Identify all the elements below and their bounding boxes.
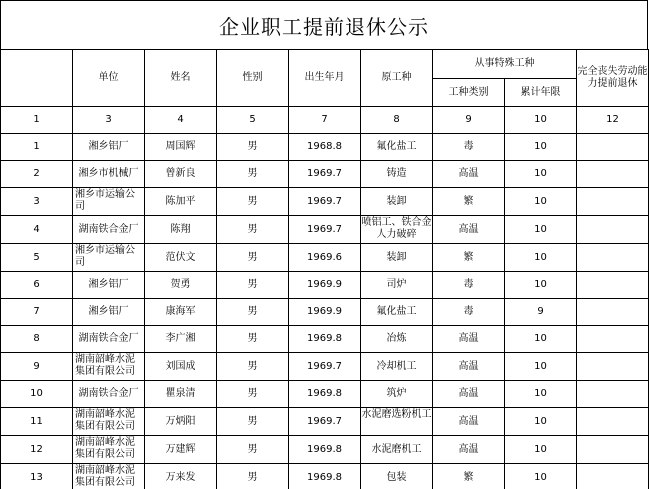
name-cell: 康海军: [145, 299, 217, 326]
header-special-job-group: 从事特殊工种: [433, 50, 577, 79]
disability-cell: [577, 353, 649, 381]
column-number: 3: [73, 107, 145, 134]
column-number: 8: [361, 107, 433, 134]
row-number: 4: [1, 216, 73, 244]
years-cell: 10: [505, 464, 577, 489]
disability-cell: [577, 216, 649, 244]
gender-cell: 男: [217, 326, 289, 353]
job-category-cell: 高温: [433, 408, 505, 436]
years-cell: 9: [505, 299, 577, 326]
unit-cell: 湖南韶峰水泥集团有限公司: [73, 436, 145, 464]
original-job-cell: 水泥磨机工: [361, 436, 433, 464]
row-number: 1: [1, 134, 73, 161]
name-cell: 瞿泉清: [145, 381, 217, 408]
row-number: 8: [1, 326, 73, 353]
years-cell: 10: [505, 408, 577, 436]
job-category-cell: 繁: [433, 464, 505, 489]
header-name: 姓名: [145, 50, 217, 107]
years-cell: 10: [505, 436, 577, 464]
original-job-cell: 氟化盐工: [361, 134, 433, 161]
unit-cell: 湘乡市运输公司: [73, 188, 145, 216]
job-category-cell: 繁: [433, 188, 505, 216]
job-category-cell: 繁: [433, 244, 505, 272]
table-row: [1, 381, 649, 408]
disability-cell: [577, 299, 649, 326]
gender-cell: 男: [217, 353, 289, 381]
unit-cell: 湘乡铝厂: [73, 134, 145, 161]
unit-cell: 湖南铁合金厂: [73, 381, 145, 408]
retirement-table: [0, 49, 649, 489]
birth-cell: 1969.7: [289, 353, 361, 381]
disability-cell: [577, 326, 649, 353]
table-row: [1, 244, 649, 272]
header-job-category: 工种类别: [433, 79, 505, 107]
row-number: 13: [1, 464, 73, 489]
header-gender: 性别: [217, 50, 289, 107]
birth-cell: 1969.9: [289, 299, 361, 326]
row-number: 12: [1, 436, 73, 464]
name-cell: 周国辉: [145, 134, 217, 161]
name-cell: 万来发: [145, 464, 217, 489]
name-cell: 曾新良: [145, 161, 217, 188]
unit-cell: 湖南韶峰水泥集团有限公司: [73, 464, 145, 489]
header-blank: [1, 50, 73, 107]
birth-cell: 1969.8: [289, 436, 361, 464]
years-cell: 10: [505, 353, 577, 381]
years-cell: 10: [505, 326, 577, 353]
gender-cell: 男: [217, 299, 289, 326]
years-cell: 10: [505, 381, 577, 408]
row-number: 7: [1, 299, 73, 326]
gender-cell: 男: [217, 464, 289, 489]
job-category-cell: 高温: [433, 216, 505, 244]
disability-cell: [577, 244, 649, 272]
page-title: 企业职工提前退休公示: [0, 0, 648, 50]
years-cell: 10: [505, 216, 577, 244]
header-unit: 单位: [73, 50, 145, 107]
gender-cell: 男: [217, 436, 289, 464]
gender-cell: 男: [217, 408, 289, 436]
gender-cell: 男: [217, 161, 289, 188]
gender-cell: 男: [217, 381, 289, 408]
column-number: 4: [145, 107, 217, 134]
name-cell: 万炳阳: [145, 408, 217, 436]
column-number: 5: [217, 107, 289, 134]
column-number: 1: [1, 107, 73, 134]
row-number: 6: [1, 272, 73, 299]
job-category-cell: 毒: [433, 134, 505, 161]
table-row: [1, 353, 649, 381]
gender-cell: 男: [217, 272, 289, 299]
table-row: [1, 272, 649, 299]
table-row: [1, 216, 649, 244]
birth-cell: 1969.9: [289, 272, 361, 299]
row-number: 5: [1, 244, 73, 272]
years-cell: 10: [505, 134, 577, 161]
column-number: 10: [505, 107, 577, 134]
row-number: 3: [1, 188, 73, 216]
unit-cell: 湘乡铝厂: [73, 272, 145, 299]
header-disability: 完全丧失劳动能力提前退休: [577, 50, 649, 107]
job-category-cell: 毒: [433, 272, 505, 299]
name-cell: 陈翔: [145, 216, 217, 244]
unit-cell: 湖南韶峰水泥集团有限公司: [73, 353, 145, 381]
table-row: [1, 408, 649, 436]
table-row: [1, 326, 649, 353]
unit-cell: 湘乡铝厂: [73, 299, 145, 326]
job-category-cell: 高温: [433, 161, 505, 188]
table-row: [1, 188, 649, 216]
birth-cell: 1969.7: [289, 188, 361, 216]
column-number: 12: [577, 107, 649, 134]
unit-cell: 湖南铁合金厂: [73, 326, 145, 353]
unit-cell: 湘乡市运输公司: [73, 244, 145, 272]
header-years: 累计年限: [505, 79, 577, 107]
original-job-cell: 包装: [361, 464, 433, 489]
original-job-cell: 水泥磨选粉机工: [361, 408, 433, 436]
original-job-cell: 冷却机工: [361, 353, 433, 381]
original-job-cell: 装卸: [361, 244, 433, 272]
job-category-cell: 高温: [433, 353, 505, 381]
row-number: 10: [1, 381, 73, 408]
disability-cell: [577, 381, 649, 408]
job-category-cell: 高温: [433, 381, 505, 408]
unit-cell: 湖南韶峰水泥集团有限公司: [73, 408, 145, 436]
birth-cell: 1969.8: [289, 464, 361, 489]
disability-cell: [577, 436, 649, 464]
name-cell: 刘国成: [145, 353, 217, 381]
column-number: 7: [289, 107, 361, 134]
name-cell: 李广湘: [145, 326, 217, 353]
original-job-cell: 铸造: [361, 161, 433, 188]
original-job-cell: 喷铝工、铁合金人力破碎: [361, 216, 433, 244]
row-number: 11: [1, 408, 73, 436]
row-number: 2: [1, 161, 73, 188]
original-job-cell: 司炉: [361, 272, 433, 299]
original-job-cell: 筑炉: [361, 381, 433, 408]
birth-cell: 1969.7: [289, 216, 361, 244]
gender-cell: 男: [217, 216, 289, 244]
disability-cell: [577, 464, 649, 489]
job-category-cell: 高温: [433, 436, 505, 464]
disability-cell: [577, 134, 649, 161]
column-number: 9: [433, 107, 505, 134]
birth-cell: 1969.7: [289, 161, 361, 188]
name-cell: 范伏文: [145, 244, 217, 272]
birth-cell: 1969.6: [289, 244, 361, 272]
header-original-job: 原工种: [361, 50, 433, 107]
name-cell: 陈加平: [145, 188, 217, 216]
table-row: [1, 299, 649, 326]
job-category-cell: 高温: [433, 326, 505, 353]
years-cell: 10: [505, 272, 577, 299]
name-cell: 贺勇: [145, 272, 217, 299]
name-cell: 万建辉: [145, 436, 217, 464]
disability-cell: [577, 408, 649, 436]
row-number: 9: [1, 353, 73, 381]
table-row: [1, 464, 649, 489]
job-category-cell: 毒: [433, 299, 505, 326]
gender-cell: 男: [217, 134, 289, 161]
unit-cell: 湖南铁合金厂: [73, 216, 145, 244]
gender-cell: 男: [217, 244, 289, 272]
disability-cell: [577, 161, 649, 188]
disability-cell: [577, 188, 649, 216]
years-cell: 10: [505, 161, 577, 188]
disability-cell: [577, 272, 649, 299]
header-birth: 出生年月: [289, 50, 361, 107]
original-job-cell: 冶炼: [361, 326, 433, 353]
birth-cell: 1969.8: [289, 326, 361, 353]
years-cell: 10: [505, 188, 577, 216]
gender-cell: 男: [217, 188, 289, 216]
table-row: [1, 161, 649, 188]
table-row: [1, 134, 649, 161]
original-job-cell: 装卸: [361, 188, 433, 216]
birth-cell: 1969.8: [289, 381, 361, 408]
years-cell: 10: [505, 244, 577, 272]
birth-cell: 1968.8: [289, 134, 361, 161]
original-job-cell: 氟化盐工: [361, 299, 433, 326]
table-row: [1, 436, 649, 464]
unit-cell: 湘乡市机械厂: [73, 161, 145, 188]
birth-cell: 1969.7: [289, 408, 361, 436]
